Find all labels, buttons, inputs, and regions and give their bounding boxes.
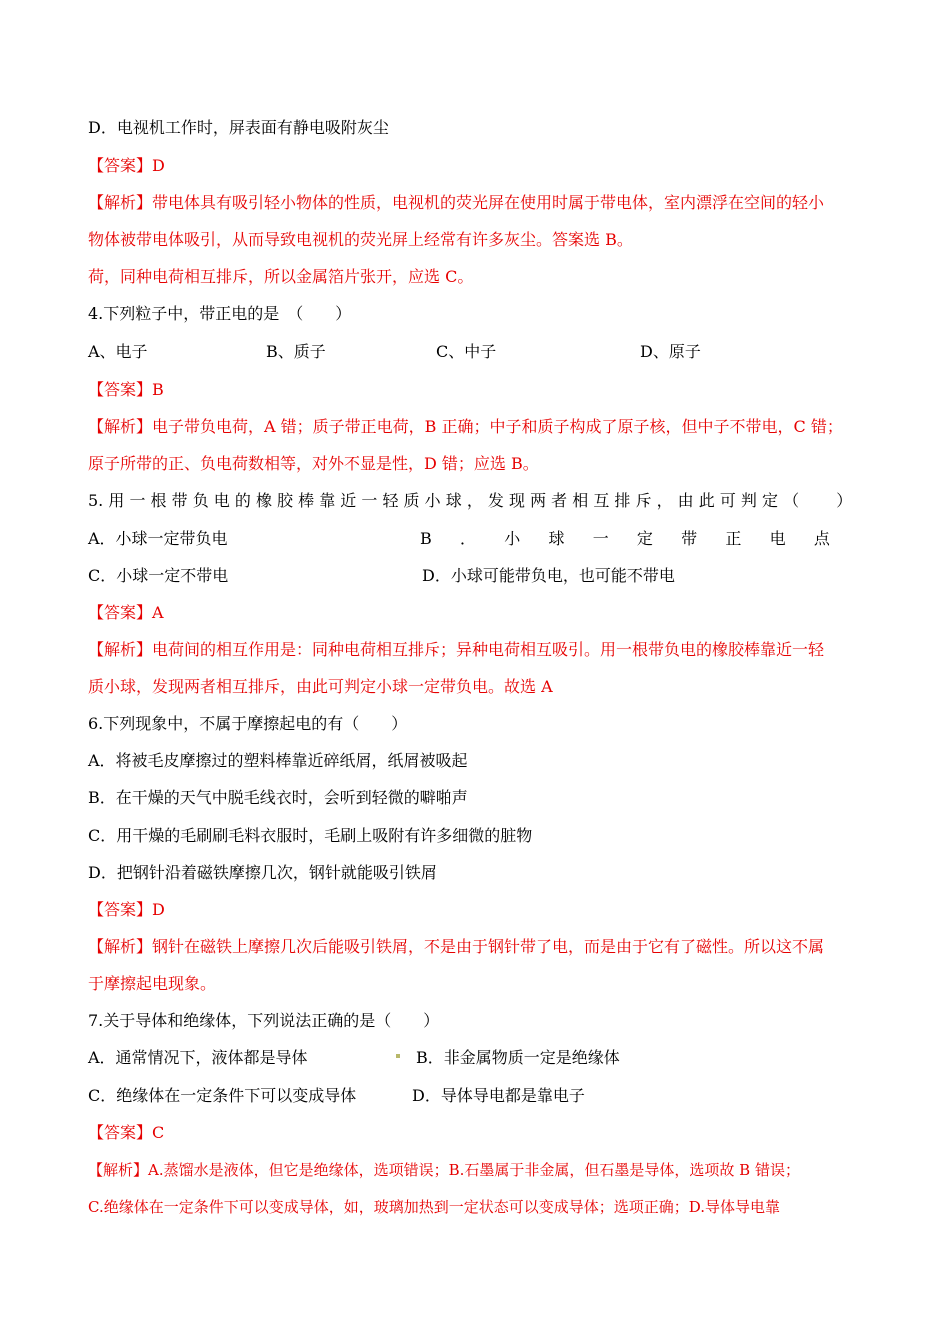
q3-explanation-line-3: 荷，同种电荷相互排斥，所以金属箔片张开，应选 C。 [88, 267, 474, 286]
q5-option-b-char: 正 [725, 529, 742, 548]
q4-explanation-line-1: 【解析】电子带负电荷，A 错；质子带正电荷，B 正确；中子和质子构成了原子核，但中子不带电，C 错； [88, 417, 843, 436]
q5-explanation-line-2: 质小球，发现两者相互排斥，由此可判定小球一定带负电。故选 A [88, 677, 553, 696]
q4-stem: 4.下列粒子中，带正电的是 （ ） [88, 304, 352, 323]
q7-explanation-line-1: 【解析】A.蒸馏水是液体，但它是绝缘体，选项错误；B.石墨属于非金属，但石墨是导体，选项故 B 错误； [88, 1161, 800, 1179]
q6-option-d: D．把钢针沿着磁铁摩擦几次，钢针就能吸引铁屑 [88, 863, 437, 882]
q4-option-d: D、原子 [640, 342, 701, 361]
q5-option-b-char: 电 [769, 529, 786, 548]
q7-option-c: C．绝缘体在一定条件下可以变成导体 [88, 1086, 357, 1105]
q6-option-b: B．在干燥的天气中脱毛线衣时，会听到轻微的噼啪声 [88, 788, 468, 807]
q5-stem: 5. 用 一 根 带 负 电 的 橡 胶 棒 靠 近 一 轻 质 小 球 ， 发 现 两 者 相 互 排 斥 ， 由 此 可 判 定 （ ） [88, 491, 853, 510]
q7-option-a: A．通常情况下，液体都是导体 [88, 1048, 308, 1067]
q5-explanation-line-1: 【解析】电荷间的相互作用是：同种电荷相互排斥；异种电荷相互吸引。用一根带负电的橡胶棒靠近一轻 [88, 640, 825, 659]
q3-option-d: D．电视机工作时，屏表面有静电吸附灰尘 [88, 118, 389, 137]
q7-option-d: D．导体导电都是靠电子 [412, 1086, 585, 1105]
q5-option-b [420, 528, 830, 550]
q3-explanation-line-1: 【解析】带电体具有吸引轻小物体的性质，电视机的荧光屏在使用时属于带电体，室内漂浮在空间的轻小 [88, 193, 825, 212]
q5-option-b-char: 球 [548, 529, 565, 548]
q5-answer: 【答案】A [88, 603, 164, 622]
q5-option-a: A．小球一定带负电 [88, 529, 228, 548]
q6-explanation-line-2: 于摩擦起电现象。 [88, 974, 217, 993]
q7-explanation-line-2: C.绝缘体在一定条件下可以变成导体，如，玻璃加热到一定状态可以变成导体；选项正确；D.导体导电靠 [88, 1198, 780, 1216]
q6-answer: 【答案】D [88, 900, 165, 919]
q7-stem: 7.关于导体和绝缘体，下列说法正确的是（ ） [88, 1011, 440, 1030]
q5-option-b-char: 定 [636, 529, 653, 548]
q4-option-c: C、中子 [436, 342, 497, 361]
q4-option-b: B、质子 [266, 342, 326, 361]
q5-option-b-char: 小 [504, 529, 521, 548]
q5-option-b-char: 一 [592, 529, 609, 548]
q7-option-b: B．非金属物质一定是绝缘体 [416, 1048, 620, 1067]
q4-option-a: A、电子 [88, 342, 148, 361]
q5-option-d: D．小球可能带负电，也可能不带电 [422, 566, 675, 585]
q6-option-c: C．用干燥的毛刷刷毛料衣服时，毛刷上吸附有许多细微的脏物 [88, 826, 533, 845]
q5-option-c: C．小球一定不带电 [88, 566, 229, 585]
stray-mark [396, 1054, 400, 1058]
q6-option-a: A．将被毛皮摩擦过的塑料棒靠近碎纸屑，纸屑被吸起 [88, 751, 468, 770]
q4-answer: 【答案】B [88, 380, 164, 399]
q3-explanation-line-2: 物体被带电体吸引，从而导致电视机的荧光屏上经常有许多灰尘。答案选 B。 [88, 230, 633, 249]
q7-answer: 【答案】C [88, 1123, 165, 1142]
q5-option-b-char: 带 [681, 529, 698, 548]
q4-explanation-line-2: 原子所带的正、负电荷数相等，对外不显是性，D 错；应选 B。 [88, 454, 539, 473]
q6-stem: 6.下列现象中，不属于摩擦起电的有（ ） [88, 714, 408, 733]
q5-option-b-char: B [420, 529, 432, 548]
q3-answer: 【答案】D [88, 156, 165, 175]
q6-explanation-line-1: 【解析】钢针在磁铁上摩擦几次后能吸引铁屑，不是由于钢针带了电，而是由于它有了磁性。所以这不属 [88, 937, 825, 956]
q5-option-b-char: ． [459, 529, 476, 548]
q5-option-b-char: 点 [813, 529, 830, 548]
